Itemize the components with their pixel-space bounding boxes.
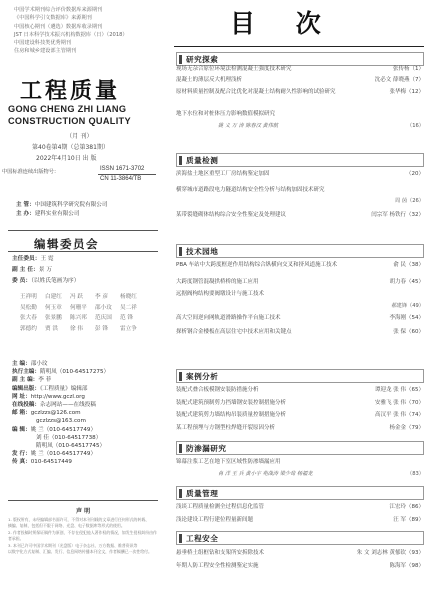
toc-section-title: 工程安全 (186, 534, 219, 543)
article-page-number: 郝建锋（49） (391, 303, 424, 309)
toc-section-title: 防渗漏研究 (186, 444, 227, 453)
editorial-label: 编辑出版： (12, 385, 40, 392)
role-label: 副 主 任： (12, 267, 39, 274)
divider (8, 251, 158, 252)
toc-article-title[interactable] (176, 87, 424, 95)
section-marker-icon (179, 55, 182, 64)
table-of-contents (167, 0, 427, 598)
toc-section-header (176, 486, 424, 500)
toc-article-title[interactable] (176, 548, 424, 556)
article-page-number: 闰宗军 杨铁行（32） (371, 212, 424, 218)
article-title-text: 远据阀枸结构要阀墩设计与施工技术 (176, 291, 265, 297)
toc-section-header (176, 153, 424, 167)
editorial-value: 李 菲 (38, 377, 52, 384)
cn-number: CN 11-3864/TB (100, 176, 142, 182)
member-name: 彭 锋 (95, 325, 108, 332)
notice-line: 摘编、复制，包括但不限于网络、光盘、电子数据库等形式的使用。 (8, 523, 125, 529)
article-page-number: 张传杨（1） (393, 66, 424, 72)
section-marker-icon (179, 372, 182, 381)
article-title-text: 混凝土的薄层反大机理浅析 (176, 77, 243, 83)
issue-number: 第40卷第4期（总第381期） (32, 144, 109, 151)
article-title-text: 滨海盐土地区重型工厂房结构鉴定加固 (176, 171, 270, 177)
toc-section-header (176, 244, 424, 258)
toc-article-title[interactable] (176, 169, 424, 177)
editorial-label: 副 主 编： (12, 377, 39, 384)
honor-line: 中国核心期刊（遴选）数据库收录期刊 (14, 23, 103, 30)
toc-article-title[interactable] (176, 502, 424, 510)
article-title-text: 探析钢合金楼板在高层住宅中技术应用和关键点 (176, 329, 292, 335)
sponsor-label: 主 管： (16, 202, 35, 208)
member-name: 张景鹏 (45, 315, 62, 321)
toc-article-title[interactable] (176, 385, 424, 393)
toc-title: 目 次 (230, 9, 337, 38)
toc-section-title: 研究探索 (186, 55, 219, 64)
article-title-text: 装配式建筑剪力墙结构吊装质量控制措施分析 (176, 412, 287, 418)
editorial-label: 主 编： (12, 361, 31, 367)
member-name: 吴松勤 (20, 304, 37, 311)
editorial-value: 姚 兰（010-64517749） (30, 451, 97, 458)
role-value: 王 霓 (40, 256, 54, 262)
member-name: 郭德约 (20, 325, 37, 332)
notice-line: 1. 版权所有，未经编辑部书面许可，不得对本刊刊载的文章进行任何形式的转载、 (8, 517, 150, 522)
toc-article-title[interactable] (176, 410, 424, 418)
article-title-text: 某带裂缝砌体结构综合安全性鉴定及处理建议 (176, 212, 287, 218)
notice-line: 3. 本刊已许可中国学术期刊（光盘版）电子杂志社、万方数据、维普资讯等 (8, 542, 138, 548)
role-label: 委 员： (12, 278, 32, 285)
honor-line: 中国学术期刊综合评价数据库来源期刊 (14, 7, 103, 13)
article-page-number: （16） (407, 123, 424, 129)
editorial-label: 发 行： (12, 451, 31, 458)
article-title-text: 锦幕注浆工艺在地下室区域性防渗墙漏应用 (176, 459, 281, 465)
editorial-value: 姚 兰（010-64517749） (30, 426, 97, 433)
toc-article-title[interactable] (176, 210, 424, 218)
sponsor-value: 中国建筑科学研究院有限公司 (34, 202, 108, 208)
toc-article-title[interactable] (176, 185, 424, 193)
article-title-text: 装配式建筑预制剪力挡墙钢安装控制措施分析 (176, 400, 287, 406)
editorial-value: 010-64517449 (30, 459, 72, 466)
toc-article-title[interactable] (176, 289, 424, 297)
member-name: 陈兴邦 (70, 315, 87, 321)
magazine-english-title: CONSTRUCTION QUALITY (8, 116, 131, 126)
article-page-number: 高汉平 张 伟（74） (375, 412, 424, 418)
honors-list (14, 6, 164, 56)
article-page-number: 朱 文 刘志林 黄郁钦（93） (356, 550, 424, 556)
article-title-text: 浅谈工程质量检测全过程信息化监管 (176, 504, 265, 510)
article-authors-text: 肖 洋 王 兵 黄小宇 苑战涛 梁少荀 杨福龙 (218, 471, 313, 477)
toc-article-title[interactable] (176, 260, 424, 268)
article-title-text: 原材料质量控制及配合比优化对混凝土结构耐久性影响的试验研究 (176, 89, 336, 95)
member-name: 雷立争 (120, 325, 137, 332)
member-name: 张大春 (20, 315, 37, 321)
honor-line: JST 日本科学技术振兴机构数据库（日）（2018） (14, 31, 128, 38)
article-page-number: 汪 军（89） (393, 517, 424, 523)
toc-section-header (176, 369, 424, 383)
online-submission-link[interactable]: 杂志网站——在线投稿 (39, 402, 96, 409)
toc-article-title[interactable] (176, 327, 424, 335)
role-value: （以姓氏笔画为序） (31, 278, 80, 285)
article-page-number: 俞 民（38） (393, 262, 424, 268)
toc-section-title: 质量管理 (186, 489, 219, 498)
sponsor-value: 建科实业有限公司 (34, 211, 80, 218)
section-marker-icon (179, 247, 182, 256)
honor-line: 住房和城乡建设部主管期刊 (14, 48, 77, 55)
toc-article-title[interactable] (176, 423, 424, 431)
notice-line: 2. 作者投稿时须保证稿件为原创，不存在侵犯他人著作权的情况，如发生侵权纠纷由作者承担。 (8, 529, 157, 542)
section-marker-icon (179, 534, 182, 543)
editorial-value: 隋明凤（010-64517275） (39, 369, 110, 376)
article-title-text: 浅论建设工程行建位程量新间题 (176, 517, 254, 523)
article-page-number: 杨金金（79） (389, 425, 424, 431)
issn-number: ISSN 1671-3702 (100, 166, 145, 172)
article-page-number: 陈海军（98） (389, 563, 424, 569)
toc-article-title[interactable] (176, 561, 424, 569)
toc-section-title: 质量检测 (186, 156, 219, 165)
toc-section-header (176, 531, 424, 545)
editorial-label: 在线投稿： (12, 402, 40, 409)
article-title-text: 年期人防工程安全性检测鉴定实施 (176, 563, 259, 569)
toc-article-title[interactable] (176, 64, 424, 72)
section-marker-icon (179, 444, 182, 453)
member-name: 李 彦 (95, 294, 108, 300)
editorial-label: 传 真： (12, 459, 31, 466)
toc-article-title[interactable] (176, 398, 424, 406)
sponsor-label: 主 办： (16, 211, 35, 218)
divider (174, 46, 424, 47)
member-name: 邵小玟 (95, 304, 112, 311)
toc-article-title[interactable] (176, 75, 424, 83)
role-value: 景 万 (38, 267, 52, 274)
article-title-text: PBA 车站中大跨度框逆作用结构综合纵横向交叉和挤风道施工技术 (176, 262, 338, 268)
committee-title: 编辑委员会 (34, 237, 99, 251)
article-page-number: 周 茵（26） (395, 198, 424, 204)
committee-roles (12, 254, 79, 288)
divider (8, 500, 158, 501)
role-label: 主任委员： (12, 256, 41, 262)
website-link[interactable]: http://www.gczl.org (30, 393, 85, 400)
toc-article-title[interactable] (176, 313, 424, 321)
toc-article-title[interactable] (176, 457, 424, 465)
editorial-value: 《工程质量》编辑部 (39, 385, 88, 392)
editorial-value: 刘 佳（010-64517738） (36, 434, 102, 441)
member-name: 范 锋 (120, 315, 133, 321)
member-name: 贾 洪 (45, 325, 58, 332)
email-link[interactable]: gczlzzs@163.com (36, 418, 86, 425)
member-name: 杨晓红 (120, 294, 137, 300)
article-page-number: 江宏玲（86） (389, 504, 424, 510)
section-marker-icon (179, 489, 182, 498)
article-page-number: 李海刚（54） (389, 315, 424, 321)
article-title-text: 地下水位和对桩体压力影响数值模拟研究 (176, 111, 276, 117)
masthead-column (0, 0, 165, 598)
magazine-pinyin: GONG CHENG ZHI LIANG (8, 104, 127, 114)
article-page-number: 胡力春（45） (389, 279, 424, 285)
member-name: 范庆国 (95, 315, 112, 321)
publication-frequency: （月 刊） (66, 133, 93, 140)
toc-article-title[interactable] (176, 277, 424, 285)
member-name: 王祥明 (20, 294, 37, 300)
notice-line: 以数字化方式复制、汇编、发行、信息网络传播本刊全文，作者稿酬已一次性给付。 (8, 549, 152, 555)
toc-article-title[interactable] (176, 109, 424, 117)
editorial-value: 隋明凤（010-64517745） (36, 443, 106, 450)
issn-label: 中国标准连续出版物号： (2, 169, 60, 175)
article-page-number: 张 保（60） (393, 329, 424, 335)
editorial-label: 网 址： (12, 393, 31, 400)
toc-section-header (176, 441, 424, 455)
article-title-text: 横穿城市道路段电力隧道结构安全性分析与结构加固技术研究 (176, 187, 325, 193)
article-authors-text: 姚 义 万 涛 陈春汉 黄伟航 (218, 123, 279, 129)
section-marker-icon (179, 156, 182, 165)
article-title-text: 悬垂桥土组框钻和支架所安拆除技术 (176, 550, 265, 556)
toc-article-title[interactable] (176, 515, 424, 523)
article-page-number: 谭迎龙 张 伟（65） (375, 387, 424, 393)
article-title-text: 现场无杂合原位环境法检测混凝土强度技术研究 (176, 66, 292, 72)
article-page-number: （20） (406, 171, 424, 177)
email-link[interactable]: gczlzzs@126.com (30, 410, 81, 417)
publication-date: 2022年4月10日 出 版 (36, 155, 97, 162)
member-name: 何玉章 (45, 304, 62, 311)
editorial-value: 邵小玟 (30, 361, 48, 367)
divider (8, 230, 158, 231)
editorial-info (12, 360, 109, 467)
magazine-title: 工程质量 (20, 78, 121, 104)
sponsor-block (16, 201, 107, 220)
editorial-label: 邮 箱： (12, 410, 31, 417)
member-name: 白建红 (45, 294, 62, 300)
article-title-text: 装配式叠合板模钢安装防措施分析 (176, 387, 259, 393)
notice-title: 声 明 (76, 508, 91, 515)
article-page-number: 张华梅（12） (389, 89, 424, 95)
article-title-text: 大跨度钢管混凝拱桥桥的施工应用 (176, 279, 259, 285)
article-title-text: 高大空间逆向网轨道滑路操作平台施工技术 (176, 315, 281, 321)
toc-section-title: 案例分析 (186, 372, 219, 381)
member-name: 冯 跃 (70, 294, 83, 300)
honor-line: 《中国科学引文数据库》来源期刊 (14, 15, 92, 22)
article-title-text: 某工程预埋与方钢型柱焊缝开裂原因分析 (176, 425, 276, 431)
committee-members (20, 292, 162, 334)
article-page-number: 沈必文 薛晓燕（7） (374, 77, 424, 83)
member-name: 吴二祥 (120, 304, 137, 311)
member-name: 徐 伟 (70, 325, 83, 332)
editorial-label: 编 辑： (12, 426, 31, 433)
editorial-label: 执行主编： (12, 369, 40, 376)
notice-text (8, 517, 160, 555)
toc-section-title: 技术园地 (186, 247, 219, 256)
divider (98, 174, 156, 175)
article-page-number: 安雅飞 张 伟（70） (375, 400, 424, 406)
member-name: 何珊平 (70, 304, 87, 311)
article-page-number: （83） (407, 471, 424, 477)
honor-line: 中国建设科技类优秀期刊 (14, 40, 72, 47)
